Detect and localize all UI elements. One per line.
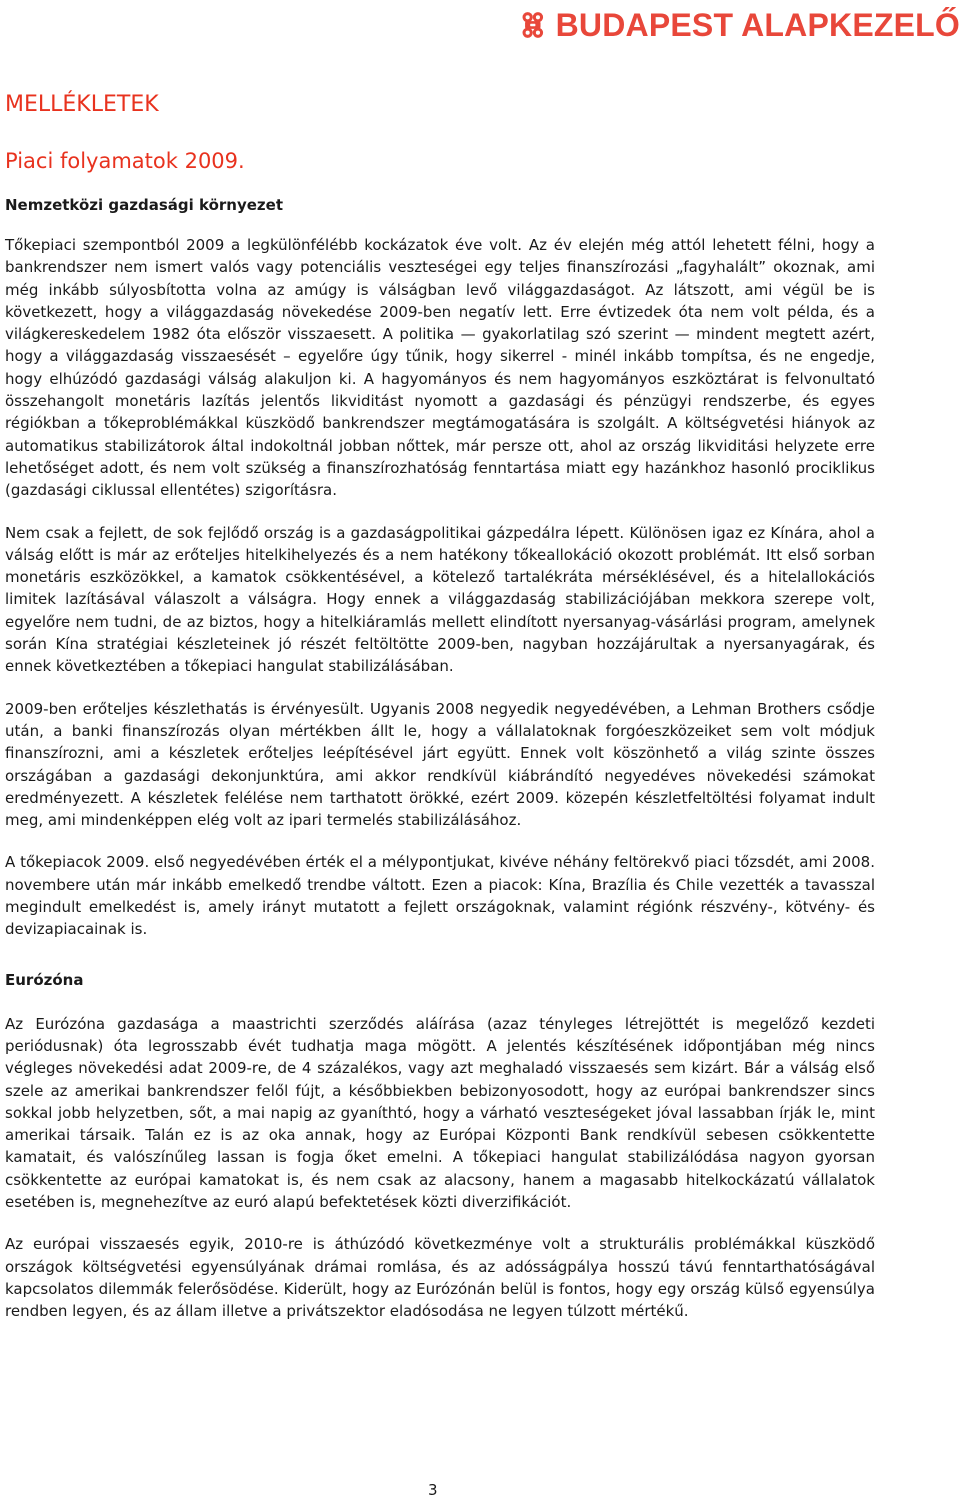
subsection-title-international: Nemzetközi gazdasági környezet <box>5 196 283 214</box>
paragraph: A tőkepiacok 2009. első negyedévében érték el a mélypontjukat, kivéve néhány feltörekvő piaci tőzsdét, ami 2008. novembere után már inkább emelkedő trendbe váltott. Ezen a piacok: Kína, Brazília és Chile vezették a tavasszal megindult emelkedést is, amely irányt mutatott a fejlett országoknak, valamint régiónk részvény-, kötvény- és devizapiacainak is. <box>5 853 875 939</box>
paragraph: Tőkepiaci szempontból 2009 a legkülönfélébb kockázatok éve volt. Az év elején még attól lehetett félni, hogy a bankrendszer nem ismert valós vagy potenciális veszteségei egy teljes finanszírozási „fagyhalált” okoznak, ami még inkább súlyosbította volna az amúgy is válságban levő világgazdaságot. Az látszott, ami végül be is következett, hogy a világgazdaság növekedése 2009-ben negatív lett. Erre évtizedek óta nem volt példa, és a világkereskedelem 1982 óta először visszaesett. A politika — gyakorlatilag szó szerint — mindent megtett azért, hogy a világgazdaság visszaesését – egyelőre úgy tűnik, hogy sikerrel - minél inkább tompítsa, és ne engedje, hogy elhúzódó gazdasági válság alakuljon ki. A hagyományos és nem hagyományos eszköztárat is felvonultató összehangolt monetáris lazítás jelentős likviditást nyomott a gazdasági és pénzügyi rendszerbe, és egyes régiókban a tőkeproblémákkal küszködő bankrendszer megtámogatására is szolgált. A költségvetési hiányok az automatikus stabilizátorok által indokoltnál jobban nőttek, már persze ott, ahol az ország likviditási helyzete erre lehetőséget adott, és nem volt szükség a finanszírozhatóság fenntartása miatt egy hazánkhoz hasonló prociklikus (gazdasági ciklussal ellentétes) szigorításra. <box>5 236 875 500</box>
paragraph: Az Eurózóna gazdasága a maastrichti szerződés aláírása (azaz tényleges létrejöttét is megelőző kezdeti periódusnak) óta legrosszabb évét tudhatja maga mögött. A jelentés készítésének időpontjában még nincs végleges növekedési adat 2009-re, de 4 százalékos, vagy azt meghaladó visszaesés sem kizárt. Bár a válság első szele az amerikai bankrendszer felől fújt, a későbbiekben bebizonyosodott, hogy az európai bankrendszer sincs sokkal jobb helyzetben, sőt, a mai napig az gyaníthtó, hogy a várható veszteségeket jóval lassabban írják le, mint amerikai társaik. Talán ez is az oka annak, hogy az Európai Központi Bank rendkívül sebesen csökkentette kamatait, és valószínűleg lassan is fogja őket emelni. A tőkepiaci hangulat stabilizálódása nagyon gyorsan csökkentette az európai kamatokat is, és nem csak az alacsony, hanem a magasabb hitelkockázatú vállalatok esetében is, megnehezítve az euró alapú befektetések közti diverzifikációt. <box>5 1014 875 1211</box>
paragraph: 2009-ben erőteljes készlethatás is érvényesült. Ugyanis 2008 negyedik negyedévében, a Lehman Brothers csődje után, a banki finanszírozás olyan mértékben állt le, hogy a vállalatoknak forgóeszközeiket sem volt módjuk finanszírozni, ami a készletek erőteljes leépítésével járt együtt. Ennek volt köszönhető a világ szinte összes országában a gazdasági dekonjunktúra, ami akkor rendkívül kiábrándító negyedéves növekedési számokat eredményezett. A készletek felélése nem tarthatott örökké, ezért 2009. közepén készletfeltöltési folyamat indult meg, ami mindenképpen elég volt az ipari termelés stabilizálásához. <box>5 699 875 830</box>
paragraph: Az európai visszaesés egyik, 2010-re is áthúzódó következménye volt a strukturális problémákkal küszködő országok költségvetési egyensúlyának drámai romlása, és az adósságpálya hosszú távú fenntarthatóságával kapcsolatos dilemmák felerősödése. Kiderült, hogy az Eurózónán belül is fontos, hogy egy ország külső egyensúlya rendben legyen, és az állam illetve a privátszektor eladósodása ne legyen túlzott mértékű. <box>5 1235 875 1321</box>
paragraph: Nem csak a fejlett, de sok fejlődő ország is a gazdaságpolitikai gázpedálra lépett. Különösen igaz ez Kínára, ahol a válság előtt is már az erőteljes hitelkihelyezés és a nem hatékony tőkeallokáció okozott problémát. Itt első sorban monetáris eszközökkel, a kamatok csökkentésével, a kötelező tartalékráta mérséklésével, és a hitelallokációs limitek lazításával válaszolt a válságra. Hogy ennek a világgazdaság stabilizációjában mekkora szerepe volt, egyelőre nem tudni, de az biztos, hogy a hitelkiáramlás mellett elindított nyersanyag-vásárlási program, amelynek során Kína stratégiai készleteinek jó részét feltöltötte 2009-ben, nagyban hozzájárultak a nyersanyagárak, és ennek következtében a tőkepiaci hangulat stabilizálásában. <box>5 523 875 676</box>
header-logo <box>518 2 960 48</box>
document-body <box>5 88 875 1322</box>
section-title: Piaci folyamatok 2009. <box>5 149 245 173</box>
subsection-title-eurozone: Eurózóna <box>5 970 84 989</box>
budapest-alapkezelo-logo-icon <box>518 2 548 48</box>
annex-title: MELLÉKLETEK <box>5 92 159 117</box>
page-number: 3 <box>428 1481 438 1499</box>
logo-text: BUDAPEST ALAPKEZELŐ <box>555 6 960 43</box>
